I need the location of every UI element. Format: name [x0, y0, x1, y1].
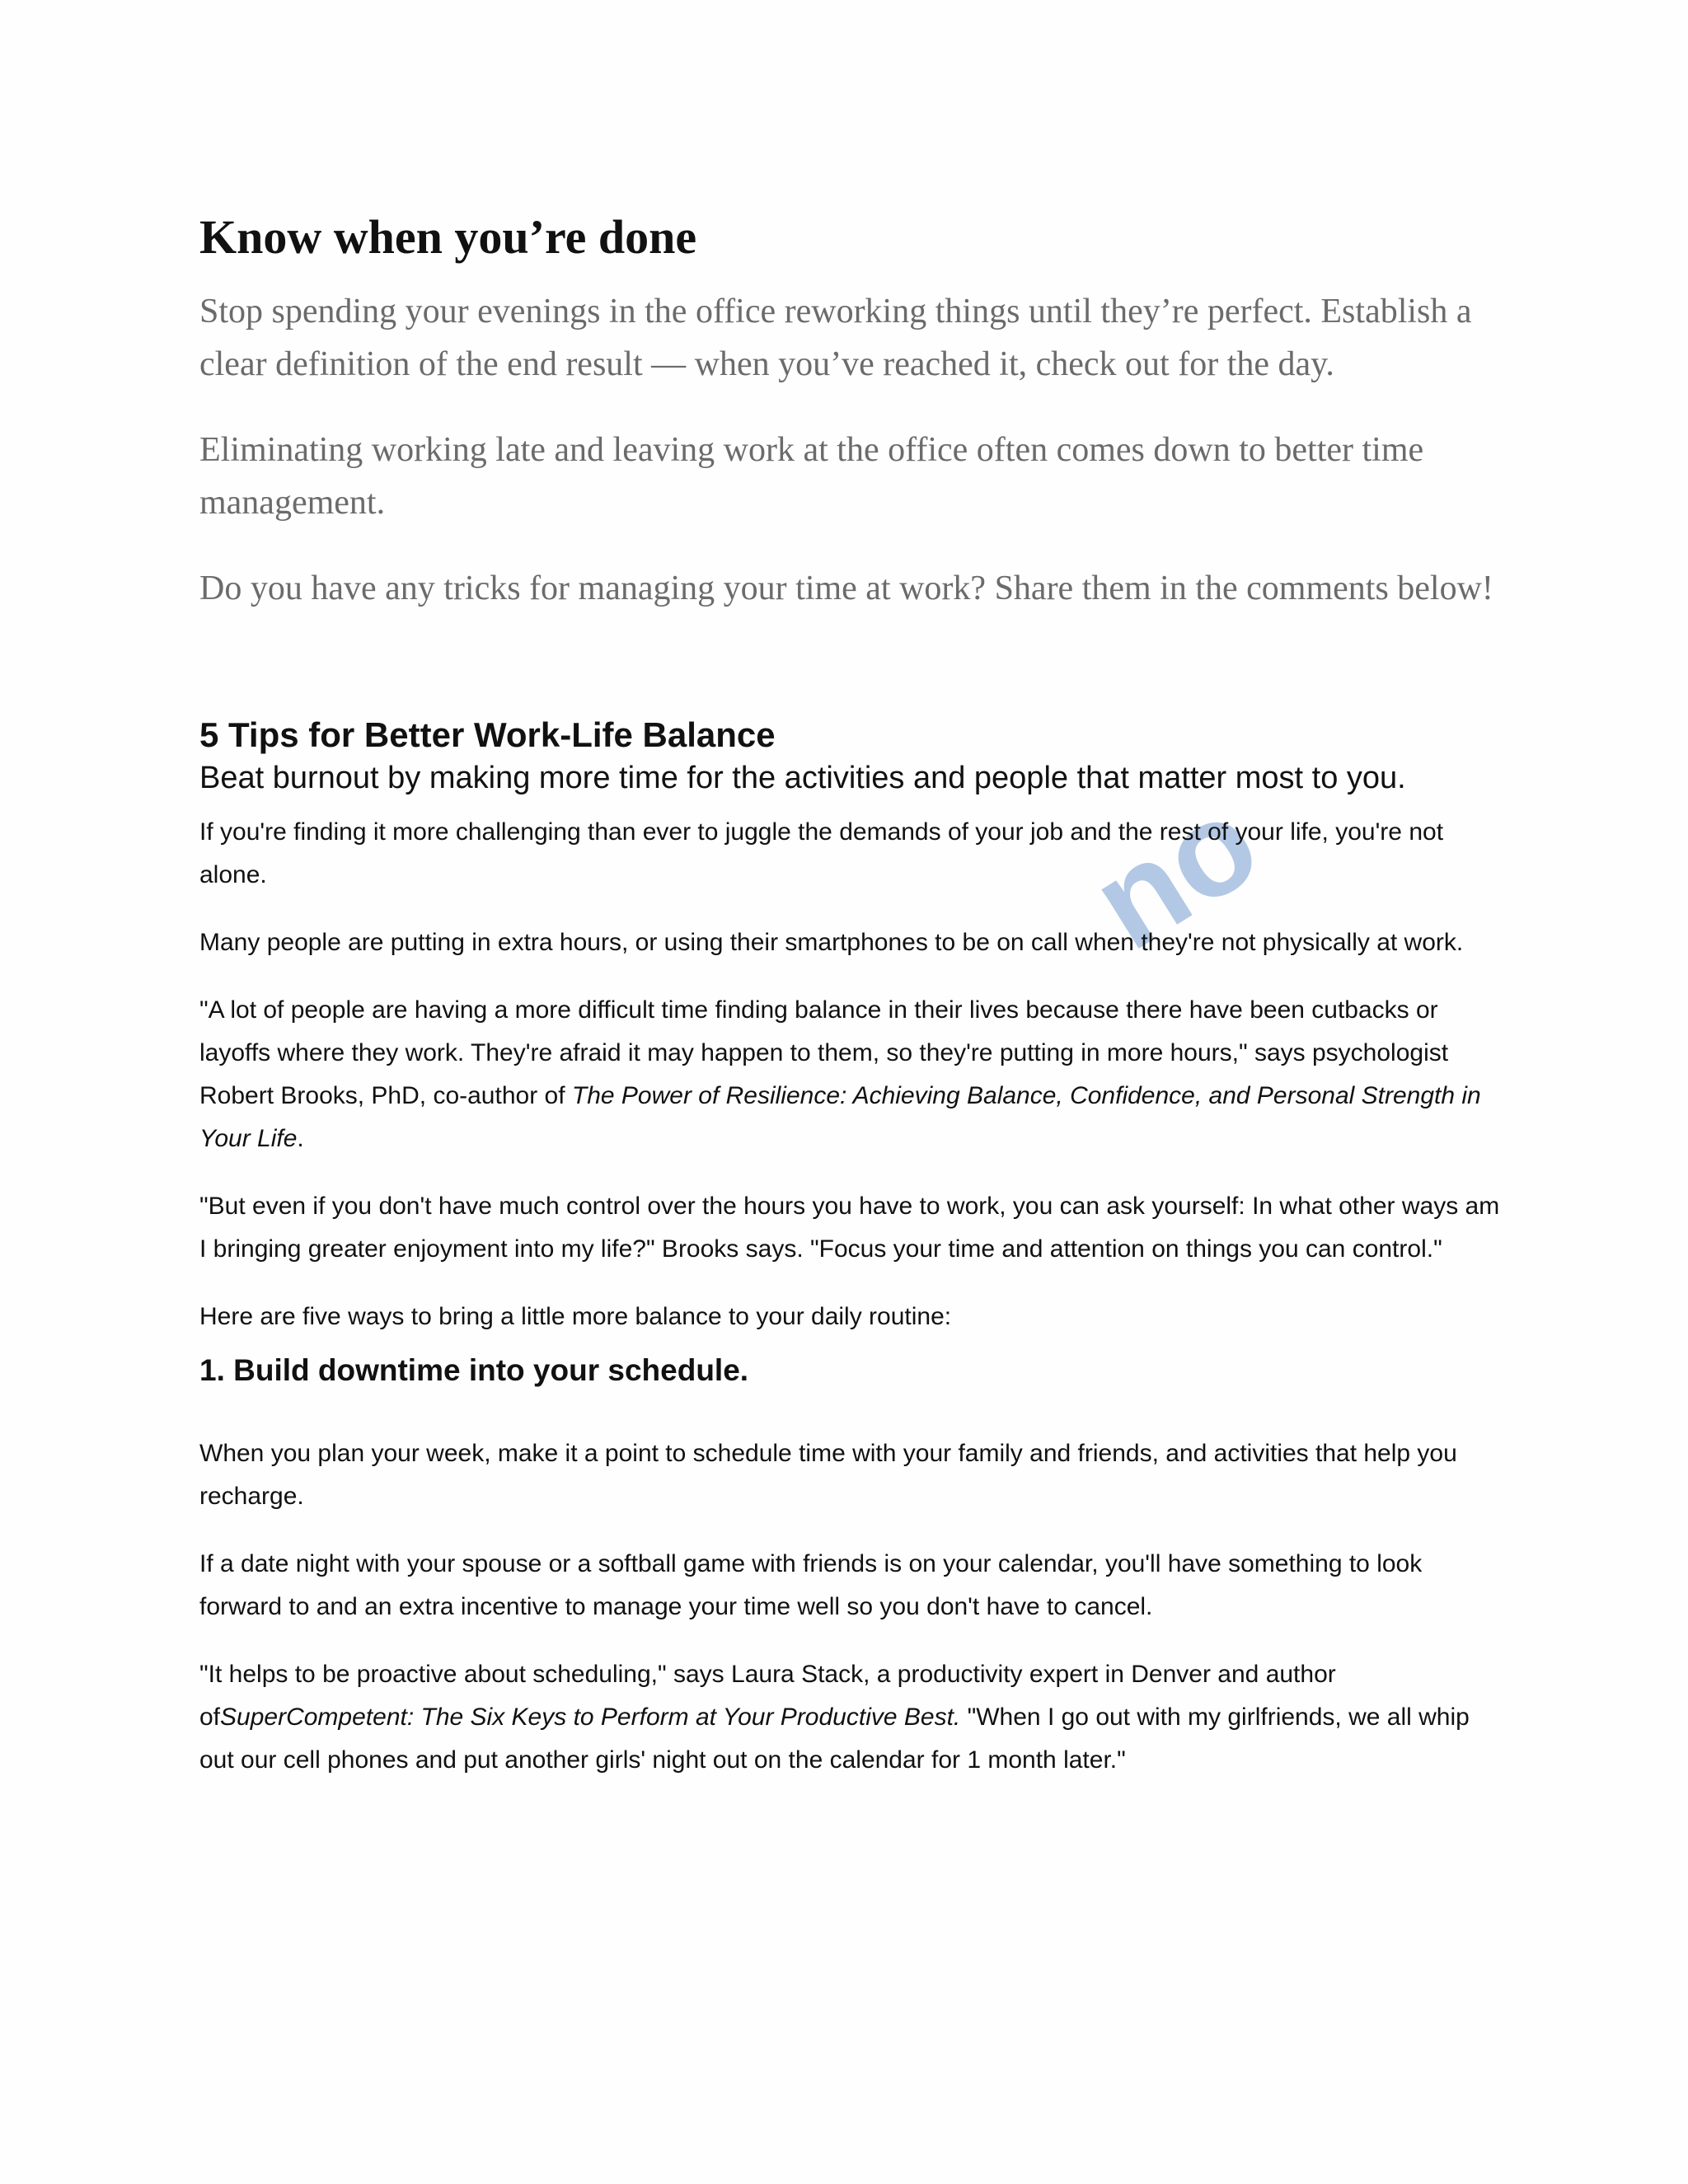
article-paragraph-8 — [199, 1653, 1502, 1782]
article-paragraph-7: If a date night with your spouse or a softball game with friends is on your calendar, you'll have something to look forward to and an extra incentive to manage your time well so you don't have to cancel. — [199, 1550, 1423, 1620]
section-paragraph-1: Stop spending your evenings in the office reworking things until they’re perfect. Establish a clear definition of the end result — when you’ve reached it, check out for the day. — [199, 293, 1472, 383]
section-paragraph-3: Do you have any tricks for managing your time at work? Share them in the comments below! — [199, 569, 1493, 607]
article-paragraph-6: When you plan your week, make it a point to schedule time with your family and friends, and activities that help you recharge. — [199, 1440, 1457, 1510]
article-paragraph-4: "But even if you don't have much control over the hours you have to work, you can ask yourself: In what other ways am I bringing greater enjoyment into my life?" Brooks says. "Focus your time and attention on things you can control." — [199, 1193, 1500, 1263]
article-paragraph-2: Many people are putting in extra hours, or using their smartphones to be on call when they're not physically at work. — [199, 929, 1464, 956]
quote-end: "When I go out with my girlfriends, we all whip out our cell phones and put another girls' night out on the calendar for 1 month later." — [199, 1704, 1470, 1774]
article-title: 5 Tips for Better Work-Life Balance — [199, 715, 776, 754]
tip-heading-1: 1. Build downtime into your schedule. — [199, 1353, 749, 1387]
article-paragraph-5: Here are five ways to bring a little more balance to your daily routine: — [199, 1303, 952, 1330]
article-subtitle: Beat burnout by making more time for the activities and people that matter most to you. — [199, 761, 1406, 795]
document-content — [199, 208, 1502, 1807]
quote-text: "It helps to be proactive about scheduling," says Laura Stack, a productivity expert in Denver and author of — [199, 1661, 1336, 1731]
quote-end: . — [297, 1125, 304, 1152]
article-paragraph-1: If you're finding it more challenging than ever to juggle the demands of your job and the rest of your life, you're not alone. — [199, 818, 1444, 888]
watermark-text: no — [1067, 766, 1282, 977]
article-paragraph-3 — [199, 989, 1502, 1160]
section-title: Know when you’re done — [199, 210, 697, 264]
book-title: The Power of Resilience: Achieving Balance, Confidence, and Personal Strength in Your Life — [199, 1082, 1481, 1152]
book-title: SuperCompetent: The Six Keys to Perform at Your Productive Best. — [220, 1704, 961, 1731]
quote-text: "A lot of people are having a more difficult time finding balance in their lives because there have been cutbacks or layoffs where they work. They're afraid it may happen to them, so they're putting in more hours," says psychologist Robert Brooks, PhD, co-author of — [199, 996, 1449, 1109]
section-paragraph-2: Eliminating working late and leaving work at the office often comes down to better time management. — [199, 431, 1424, 522]
